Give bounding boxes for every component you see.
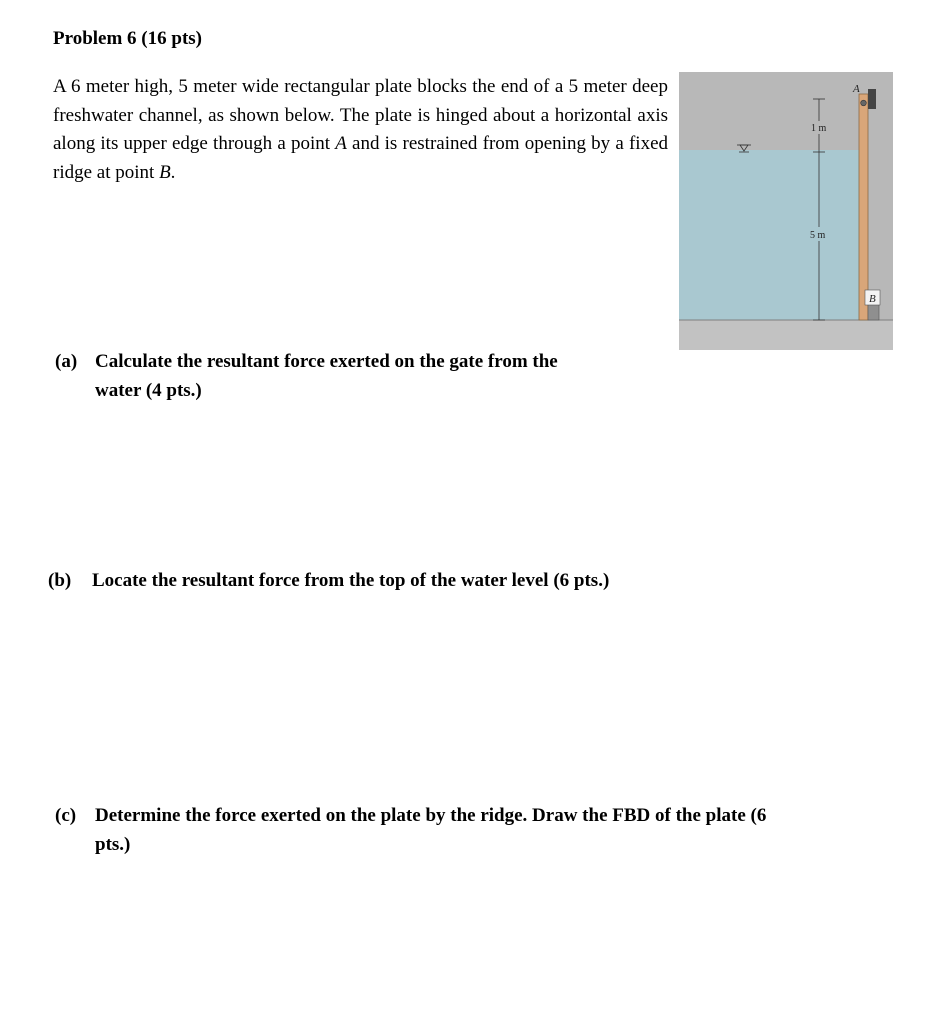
- statement-text-2: and is restrained from opening by a fixed ridge at point: [53, 133, 668, 183]
- gate-diagram: [679, 72, 893, 350]
- question-b-label: (b): [48, 570, 72, 591]
- question-a-text-2: water (4 pts.): [95, 380, 202, 401]
- question-c-text-1: Determine the force exerted on the plate by the ridge. Draw the FBD of the plate (6: [95, 805, 767, 826]
- question-a-label: (a): [55, 351, 78, 372]
- question-b-text: Locate the resultant force from the top of the water level (6 pts.): [92, 570, 610, 591]
- problem-statement: [53, 73, 668, 187]
- hinge-bracket: [868, 89, 876, 109]
- statement-text-3: .: [170, 161, 176, 183]
- question-c-text-2: pts.): [95, 834, 131, 855]
- floor-ground: [679, 320, 893, 350]
- point-a-ref: A: [335, 133, 347, 154]
- dim-label-5m: 5 m: [810, 230, 826, 241]
- problem-title: Problem 6 (16 pts): [53, 28, 202, 49]
- label-point-a: A: [853, 83, 860, 95]
- question-c-label: (c): [55, 805, 77, 826]
- gate-figure: [679, 72, 893, 350]
- question-a: [55, 347, 655, 405]
- hinge-pin: [861, 100, 867, 106]
- question-b: [48, 566, 748, 595]
- statement-text-1: A 6 meter high, 5 meter wide rectangular plate blocks the end of a 5 meter deep freshwater channel, as shown below. The plate is hinged about a horizontal axis along its upper edge through a point: [53, 76, 668, 154]
- dim-label-1m: 1 m: [811, 123, 827, 134]
- point-b-ref: B: [159, 161, 171, 183]
- question-a-text-1: Calculate the resultant force exerted on the gate from the: [95, 351, 558, 372]
- question-c: [55, 801, 911, 859]
- gate-plate: [859, 94, 868, 320]
- label-point-b: B: [869, 293, 876, 305]
